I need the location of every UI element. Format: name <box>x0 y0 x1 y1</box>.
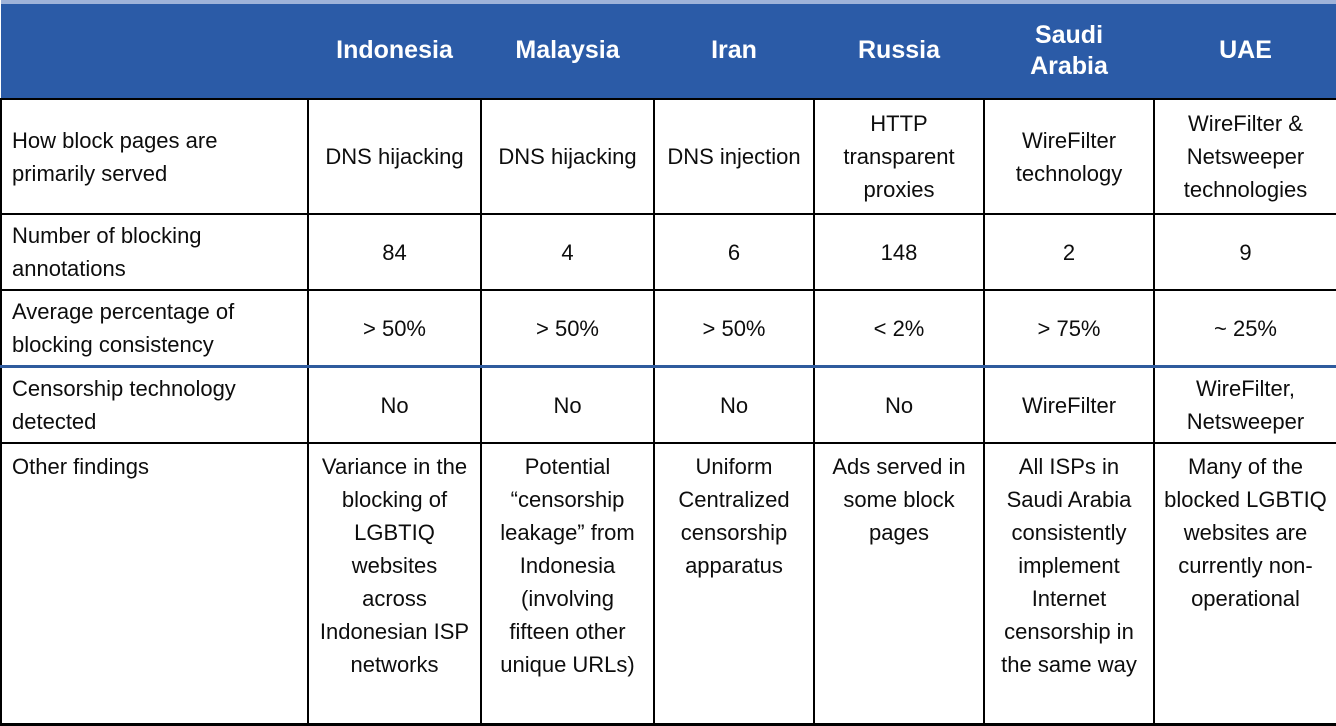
column-header-indonesia: Indonesia <box>308 2 481 99</box>
column-header-uae: UAE <box>1154 2 1336 99</box>
data-cell: Uniform Centralized censorship apparatus <box>654 443 814 725</box>
data-cell: WireFilter <box>984 367 1154 444</box>
data-cell: Potential “censorship leakage” from Indonesia (involving fifteen other unique URLs) <box>481 443 654 725</box>
data-cell: > 50% <box>308 290 481 367</box>
data-cell: All ISPs in Saudi Arabia consistently implement Internet censorship in the same way <box>984 443 1154 725</box>
data-cell: > 50% <box>654 290 814 367</box>
data-cell: ~ 25% <box>1154 290 1336 367</box>
row-label: Censorship technology detected <box>1 367 308 444</box>
column-header-iran: Iran <box>654 2 814 99</box>
row-label: Number of blocking annotations <box>1 214 308 290</box>
data-cell: 4 <box>481 214 654 290</box>
data-cell: DNS hijacking <box>481 99 654 214</box>
data-cell: Many of the blocked LGBTIQ websites are currently non-operational <box>1154 443 1336 725</box>
table-row-other-findings <box>1 443 1336 725</box>
table-row-block-pages-served <box>1 99 1336 214</box>
data-cell: 2 <box>984 214 1154 290</box>
data-cell: DNS hijacking <box>308 99 481 214</box>
data-cell: No <box>654 367 814 444</box>
data-cell: 84 <box>308 214 481 290</box>
table-row-censorship-technology <box>1 367 1336 444</box>
row-label: Other findings <box>1 443 308 725</box>
data-cell: > 75% <box>984 290 1154 367</box>
data-cell: Variance in the blocking of LGBTIQ websites across Indonesian ISP networks <box>308 443 481 725</box>
data-cell: No <box>308 367 481 444</box>
data-cell: No <box>814 367 984 444</box>
data-cell: Ads served in some block pages <box>814 443 984 725</box>
data-cell: WireFilter, Netsweeper <box>1154 367 1336 444</box>
column-header-malaysia: Malaysia <box>481 2 654 99</box>
data-cell: DNS injection <box>654 99 814 214</box>
table-row-blocking-annotations <box>1 214 1336 290</box>
data-cell: WireFilter technology <box>984 99 1154 214</box>
header-row <box>1 2 1336 99</box>
row-label: How block pages are primarily served <box>1 99 308 214</box>
data-cell: 148 <box>814 214 984 290</box>
data-cell: > 50% <box>481 290 654 367</box>
data-cell: HTTP transparent proxies <box>814 99 984 214</box>
corner-cell <box>1 2 308 99</box>
table-row-blocking-consistency <box>1 290 1336 367</box>
data-cell: No <box>481 367 654 444</box>
data-cell: 6 <box>654 214 814 290</box>
data-cell: < 2% <box>814 290 984 367</box>
data-cell: WireFilter & Netsweeper technologies <box>1154 99 1336 214</box>
column-header-saudi-arabia: Saudi Arabia <box>984 2 1154 99</box>
data-cell: 9 <box>1154 214 1336 290</box>
column-header-russia: Russia <box>814 2 984 99</box>
row-label: Average percentage of blocking consistency <box>1 290 308 367</box>
